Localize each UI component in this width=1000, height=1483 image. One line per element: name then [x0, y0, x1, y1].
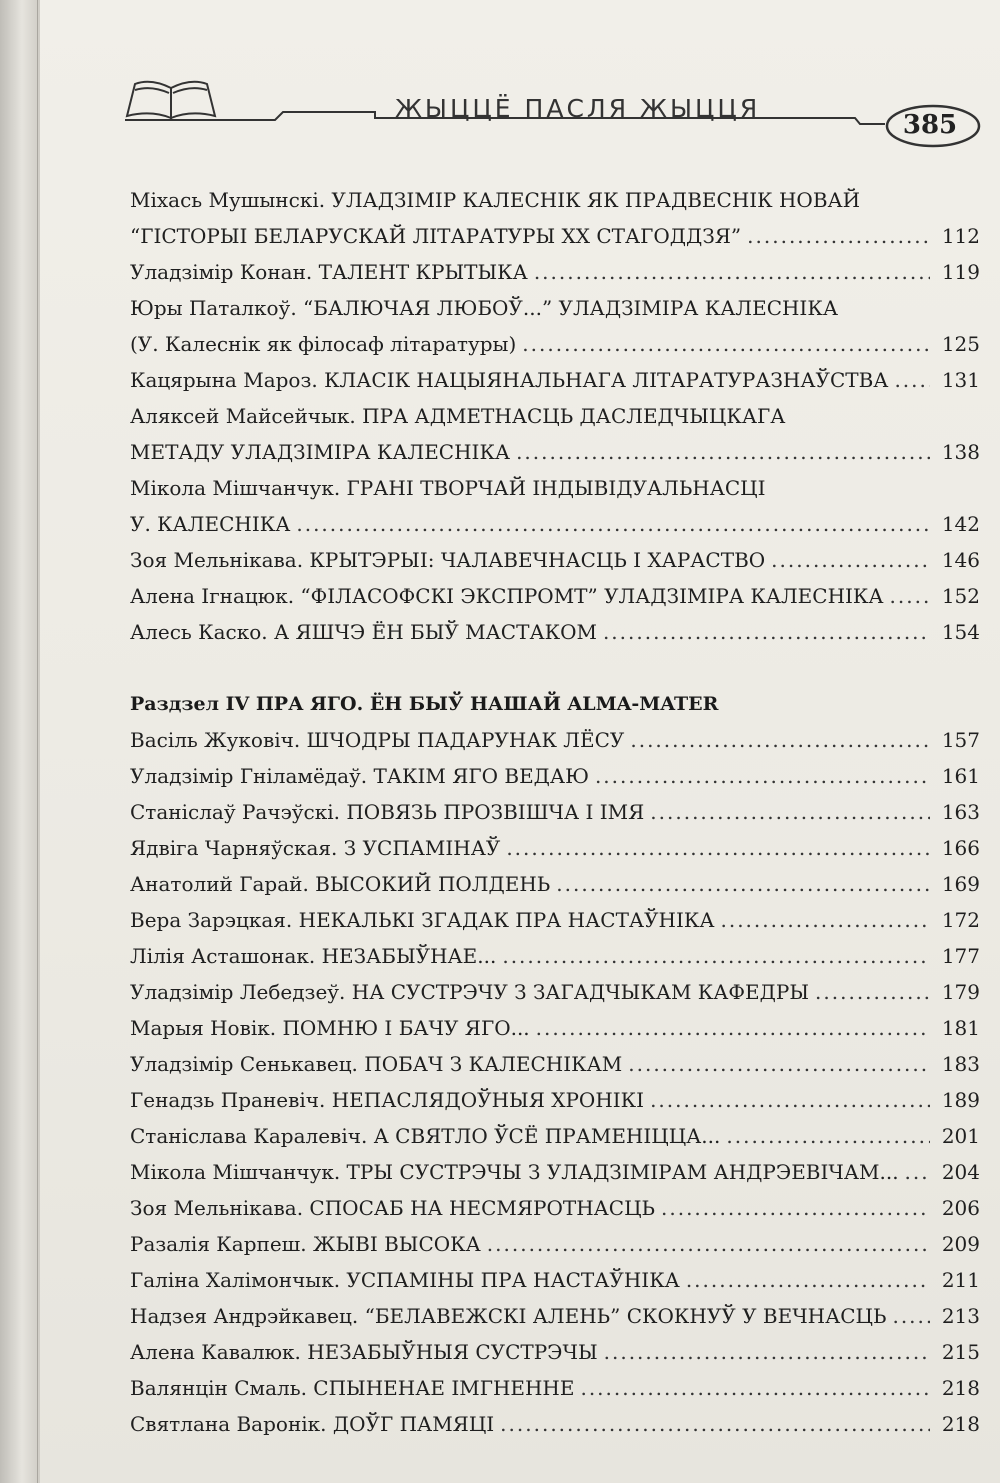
toc-entry-page: 183 [941, 1052, 980, 1076]
toc-entry [130, 794, 980, 830]
toc-entry-title: Уладзімір Гніламёдаў. ТАКІМ ЯГО ВЕДАЮ [130, 764, 589, 788]
toc-entry-title: Васіль Жуковіч. ШЧОДРЫ ПАДАРУНАК ЛЁСУ [130, 728, 625, 752]
toc-entry [130, 182, 980, 218]
section-title: Раздзел IV ПРА ЯГО. ЁН БЫЎ НАШАЙ ALMA-MATER [130, 693, 719, 715]
toc-entry-title: Святлана Варонік. ДОЎГ ПАМЯЦІ [130, 1412, 495, 1436]
dot-leader [661, 1190, 930, 1226]
toc-entry-title: Уладзімір Сенькавец. ПОБАЧ З КАЛЕСНІКАМ [130, 1052, 623, 1076]
toc-entry [130, 758, 980, 794]
toc-entry-page: 189 [941, 1088, 980, 1112]
toc-entry-page: 201 [941, 1124, 980, 1148]
toc-entry [130, 866, 980, 902]
toc-entry-title: Валянцін Смаль. СПЫНЕНАЕ ІМГНЕННЕ [130, 1376, 575, 1400]
toc-entry [130, 578, 980, 614]
toc-entry-title: Аляксей Майсейчык. ПРА АДМЕТНАСЦЬ ДАСЛЕДЧЫЦКАГА [130, 404, 786, 428]
dot-leader [890, 578, 930, 614]
toc-entry-page: 166 [941, 836, 980, 860]
toc-entry-page: 218 [941, 1376, 980, 1400]
toc-entry [130, 1370, 980, 1406]
dot-leader [500, 1406, 930, 1442]
toc-entry-title: Вера Зарэцкая. НЕКАЛЬКІ ЗГАДАК ПРА НАСТАЎНІКА [130, 908, 715, 932]
dot-leader [650, 794, 930, 830]
dot-leader [892, 1298, 930, 1334]
toc-entry-page: 211 [941, 1268, 980, 1292]
toc-entry-title: Мікола Мішчанчук. ТРЫ СУСТРЭЧЫ З УЛАДЗІМІРАМ АНДРЭЕВІЧАМ... [130, 1160, 899, 1184]
toc-entry-title: Юры Паталкоў. “БАЛЮЧАЯ ЛЮБОЎ...” УЛАДЗІМІРА КАЛЕСНІКА [130, 296, 838, 320]
book-page [40, 0, 1000, 1483]
toc-entry [130, 722, 980, 758]
toc-entry-page: 206 [941, 1196, 980, 1220]
toc-entry-page: 146 [941, 548, 980, 572]
toc-entry-page: 179 [941, 980, 980, 1004]
toc-entry-page: 163 [941, 800, 980, 824]
dot-leader [580, 1370, 930, 1406]
toc-entry [130, 1010, 980, 1046]
toc-entry [130, 398, 980, 434]
toc-entry [130, 1118, 980, 1154]
toc-entry [130, 254, 980, 290]
toc-entry-title: Уладзімір Лебедзеў. НА СУСТРЭЧУ З ЗАГАДЧЫКАМ КАФЕДРЫ [130, 980, 810, 1004]
toc-entry [130, 1334, 980, 1370]
book-gutter [0, 0, 40, 1483]
dot-leader [604, 1334, 930, 1370]
toc-entry [130, 326, 980, 362]
dot-leader [595, 758, 930, 794]
toc-entry-page: 119 [941, 260, 980, 284]
toc-entry-page: 177 [941, 944, 980, 968]
toc-entry [130, 506, 980, 542]
toc-entry [130, 1082, 980, 1118]
toc-entry-page: 204 [941, 1160, 980, 1184]
toc-entry-page: 213 [941, 1304, 980, 1328]
toc-entry [130, 1046, 980, 1082]
toc-entry-title: Міхась Мушынскі. УЛАДЗІМІР КАЛЕСНІК ЯК ПРАДВЕСНІК НОВАЙ [130, 188, 861, 212]
dot-leader [603, 614, 930, 650]
table-of-contents [130, 182, 980, 1442]
toc-entry-title: Зоя Мельнікава. СПОСАБ НА НЕСМЯРОТНАСЦЬ [130, 1196, 655, 1220]
toc-entry-page: 209 [941, 1232, 980, 1256]
toc-entry-title: Марыя Новік. ПОМНЮ І БАЧУ ЯГО... [130, 1016, 530, 1040]
toc-entry-title: Алесь Каско. А ЯШЧЭ ЁН БЫЎ МАСТАКОМ [130, 620, 597, 644]
toc-entry [130, 614, 980, 650]
toc-entry-page: 125 [941, 332, 980, 356]
dot-leader [720, 902, 930, 938]
dot-leader [536, 1010, 930, 1046]
dot-leader [630, 722, 930, 758]
toc-entry-title: Надзея Андрэйкавец. “БЕЛАВЕЖСКІ АЛЕНЬ” СКОКНУЎ У ВЕЧНАСЦЬ [130, 1304, 887, 1328]
toc-entry-page: 131 [941, 368, 980, 392]
dot-leader [522, 326, 930, 362]
toc-entry [130, 938, 980, 974]
toc-entry-title: “ГІСТОРЫІ БЕЛАРУСКАЙ ЛІТАРАТУРЫ XX СТАГОДДЗЯ” [130, 224, 742, 248]
toc-entry [130, 218, 980, 254]
toc-entry-page: 218 [941, 1412, 980, 1436]
dot-leader [487, 1226, 930, 1262]
toc-entry-title: Алена Кавалюк. НЕЗАБЫЎНЫЯ СУСТРЭЧЫ [130, 1340, 598, 1364]
dot-leader [296, 506, 930, 542]
toc-entry [130, 974, 980, 1010]
toc-entry-page: 138 [941, 440, 980, 464]
toc-entry-title: Анатолий Гарай. ВЫСОКИЙ ПОЛДЕНЬ [130, 872, 551, 896]
toc-entry [130, 542, 980, 578]
dot-leader [556, 866, 930, 902]
toc-entry [130, 362, 980, 398]
toc-entry-title: Ядвіга Чарняўская. З УСПАМІНАЎ [130, 836, 501, 860]
dot-leader [628, 1046, 930, 1082]
page-number: 385 [902, 110, 958, 140]
toc-entry [130, 470, 980, 506]
dot-leader [726, 1118, 930, 1154]
toc-entry-title: МЕТАДУ УЛАДЗІМІРА КАЛЕСНІКА [130, 440, 511, 464]
toc-entry [130, 830, 980, 866]
dot-leader [686, 1262, 930, 1298]
toc-entry [130, 902, 980, 938]
toc-entry-page: 142 [941, 512, 980, 536]
toc-entry-page: 154 [941, 620, 980, 644]
toc-entry-page: 169 [941, 872, 980, 896]
toc-entry [130, 1298, 980, 1334]
toc-entry [130, 290, 980, 326]
toc-entry [130, 1190, 980, 1226]
toc-entry-page: 181 [941, 1016, 980, 1040]
toc-entry-title: Разалія Карпеш. ЖЫВІ ВЫСОКА [130, 1232, 481, 1256]
toc-entry-title: Алена Ігнацюк. “ФІЛАСОФСКІ ЭКСПРОМТ” УЛАДЗІМІРА КАЛЕСНІКА [130, 584, 884, 608]
dot-leader [894, 362, 930, 398]
open-book-icon [125, 82, 217, 120]
toc-entry-title: Мікола Мішчанчук. ГРАНІ ТВОРЧАЙ ІНДЫВІДУАЛЬНАСЦІ [130, 476, 766, 500]
dot-leader [815, 974, 930, 1010]
toc-entry-title: (У. Калеснік як філосаф літаратуры) [130, 332, 517, 356]
toc-entry [130, 434, 980, 470]
toc-entry-page: 157 [941, 728, 980, 752]
dot-leader [502, 938, 930, 974]
toc-entry [130, 1406, 980, 1442]
toc-entry-page: 215 [941, 1340, 980, 1364]
toc-entry-title: Станіслава Каралевіч. А СВЯТЛО ЎСЁ ПРАМЕНІЦЦА... [130, 1124, 721, 1148]
toc-entry [130, 1226, 980, 1262]
dot-leader [650, 1082, 930, 1118]
toc-entry [130, 1154, 980, 1190]
dot-leader [516, 434, 930, 470]
toc-entry-title: У. КАЛЕСНІКА [130, 512, 291, 536]
toc-entry [130, 1262, 980, 1298]
toc-entry-title: Лілія Асташонак. НЕЗАБЫЎНАЕ... [130, 944, 497, 968]
toc-entry-title: Уладзімір Конан. ТАЛЕНТ КРЫТЫКА [130, 260, 528, 284]
toc-entry-title: Станіслаў Рачэўскі. ПОВЯЗЬ ПРОЗВІШЧА І ІМЯ [130, 800, 645, 824]
dot-leader [534, 254, 930, 290]
toc-entry-page: 172 [941, 908, 980, 932]
dot-leader [905, 1154, 930, 1190]
toc-entry-page: 161 [941, 764, 980, 788]
toc-entry-title: Генадзь Праневіч. НЕПАСЛЯДОЎНЫЯ ХРОНІКІ [130, 1088, 645, 1112]
toc-entry-page: 152 [941, 584, 980, 608]
toc-entry-page: 112 [941, 224, 980, 248]
dot-leader [506, 830, 930, 866]
toc-entry-title: Кацярына Мароз. КЛАСІК НАЦЫЯНАЛЬНАГА ЛІТАРАТУРАЗНАЎСТВА [130, 368, 889, 392]
toc-entry-title: Зоя Мельнікава. КРЫТЭРЫІ: ЧАЛАВЕЧНАСЦЬ І ХАРАСТВО [130, 548, 766, 572]
dot-leader [771, 542, 930, 578]
toc-entry-title: Галіна Халімончык. УСПАМІНЫ ПРА НАСТАЎНІКА [130, 1268, 680, 1292]
dot-leader [747, 218, 930, 254]
running-title: ЖЫЦЦЁ ПАСЛЯ ЖЫЦЦЯ [395, 94, 761, 123]
